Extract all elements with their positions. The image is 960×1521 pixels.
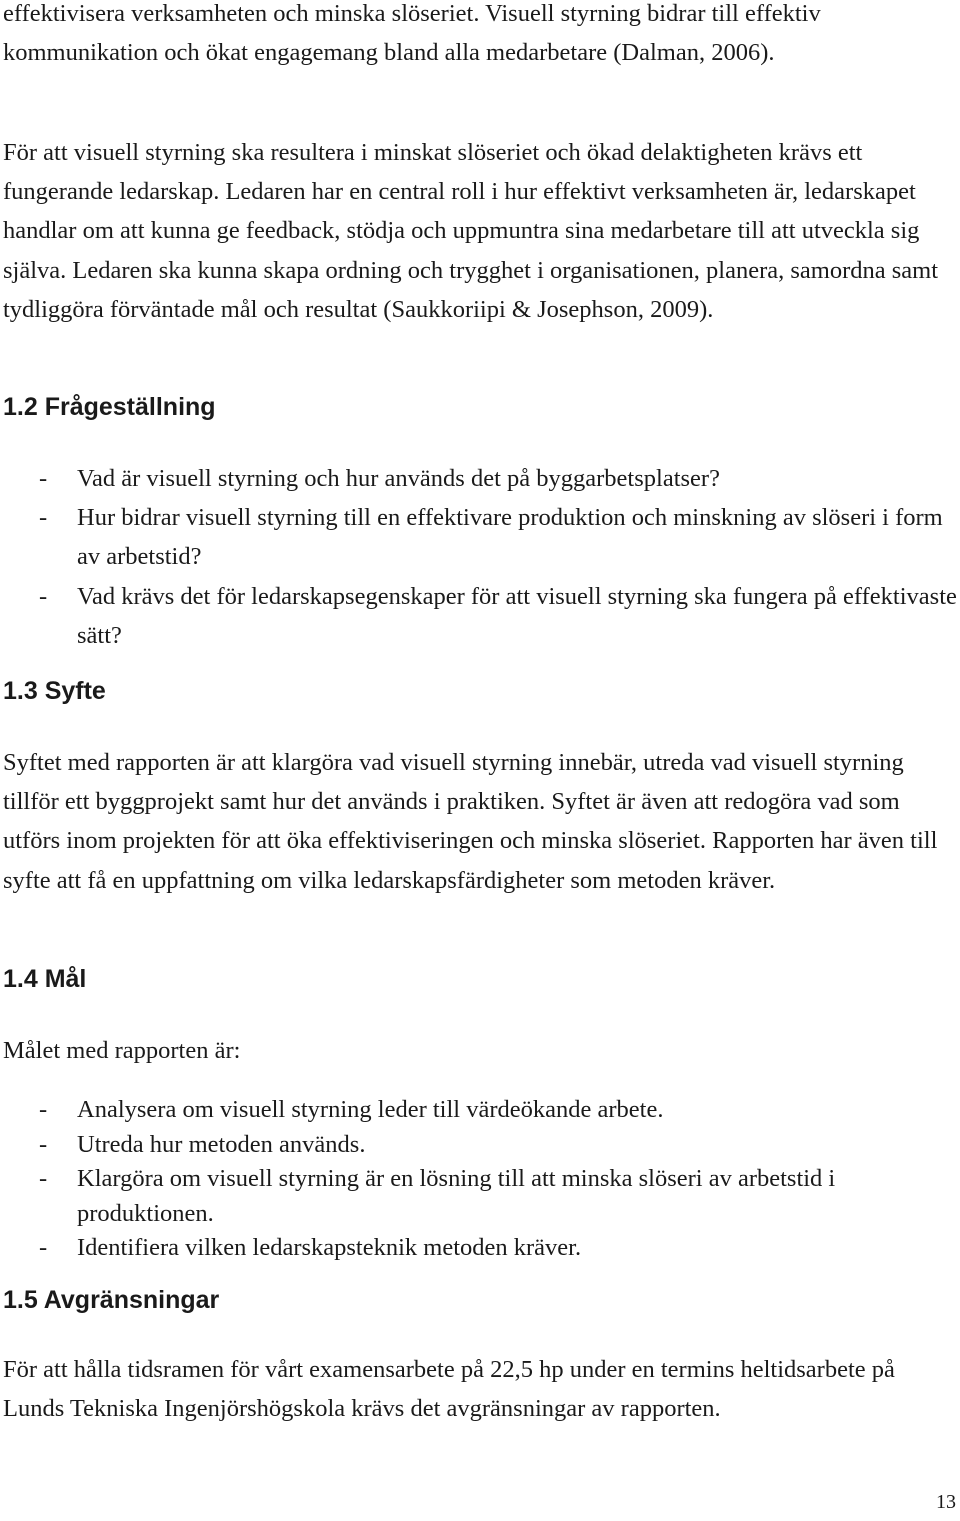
list-item-text: Hur bidrar visuell styrning till en effektivare produktion och minskning av slöseri i form av arbetstid? — [77, 504, 943, 571]
page-number: 13 — [936, 1491, 956, 1513]
list-item — [3, 459, 958, 498]
list-item — [3, 577, 958, 655]
intro-paragraph-end: effektivisera verksamheten och minska slöseriet. Visuell styrning bidrar till effektiv kommunikation och ökat engagemang bland alla medarbetare (Dalman, 2006). — [3, 0, 821, 67]
list-item-text: Analysera om visuell styrning leder till värdeökande arbete. — [77, 1096, 664, 1123]
avgransningar-paragraph: För att hålla tidsramen för vårt examensarbete på 22,5 hp under en termins heltidsarbete på Lunds Tekniska Ingenjörshögskola krävs det avgränsningar av rapporten. — [3, 1356, 895, 1423]
list-item — [3, 498, 958, 576]
bullet-dash: - — [39, 1130, 48, 1158]
mal-intro: Målet med rapporten är: — [3, 1037, 241, 1064]
list-item-text: Utreda hur metoden används. — [77, 1130, 366, 1158]
bullet-dash: - — [39, 582, 48, 610]
list-item — [3, 1128, 958, 1163]
heading-avgransningar: 1.5 Avgränsningar — [3, 1286, 220, 1314]
heading-syfte: 1.3 Syfte — [3, 677, 106, 705]
bullet-dash: - — [39, 1096, 48, 1123]
heading-fragestallning: 1.2 Frågeställning — [3, 393, 216, 421]
list-item-text: Vad krävs det för ledarskapsegenskaper för att visuell styrning ska fungera på effektivaste sätt? — [77, 582, 957, 649]
bullet-dash: - — [39, 1165, 48, 1192]
research-questions-list — [3, 459, 958, 655]
bullet-dash: - — [39, 504, 48, 532]
list-item-text: Identifiera vilken ledarskapsteknik metoden kräver. — [77, 1234, 582, 1261]
heading-mal: 1.4 Mål — [3, 965, 87, 993]
bullet-dash: - — [39, 465, 48, 492]
syfte-paragraph: Syftet med rapporten är att klargöra vad visuell styrning innebär, utreda vad visuell styrning tillför ett byggprojekt samt hur det används i praktiken. Syftet är även att redogöra vad som utförs inom projekten för att öka effektiviseringen och minska slöseriet. Rapporten har även till syfte att få en uppfattning om vilka ledarskapsfärdigheter som metoden kräver. — [3, 749, 938, 894]
list-item — [3, 1162, 958, 1231]
list-item — [3, 1231, 958, 1266]
list-item-text: Klargöra om visuell styrning är en lösning till att minska slöseri av arbetstid i produktionen. — [77, 1165, 836, 1227]
list-item — [3, 1093, 958, 1128]
leadership-paragraph: För att visuell styrning ska resultera i minskat slöseriet och ökad delaktigheten krävs ett fungerande ledarskap. Ledaren har en central roll i hur effektivt verksamheten är, ledarskapet handlar om att kunna ge feedback, stödja och uppmuntra sina medarbetare till att utveckla sig själva. Ledaren ska kunna skapa ordning och trygghet i organisationen, planera, samordna samt tydliggöra förväntade mål och resultat (Saukkoriipi & Josephson, 2009). — [3, 139, 939, 323]
list-item-text: Vad är visuell styrning och hur används det på byggarbetsplatser? — [77, 465, 720, 492]
bullet-dash: - — [39, 1234, 48, 1261]
goals-list — [3, 1093, 958, 1266]
